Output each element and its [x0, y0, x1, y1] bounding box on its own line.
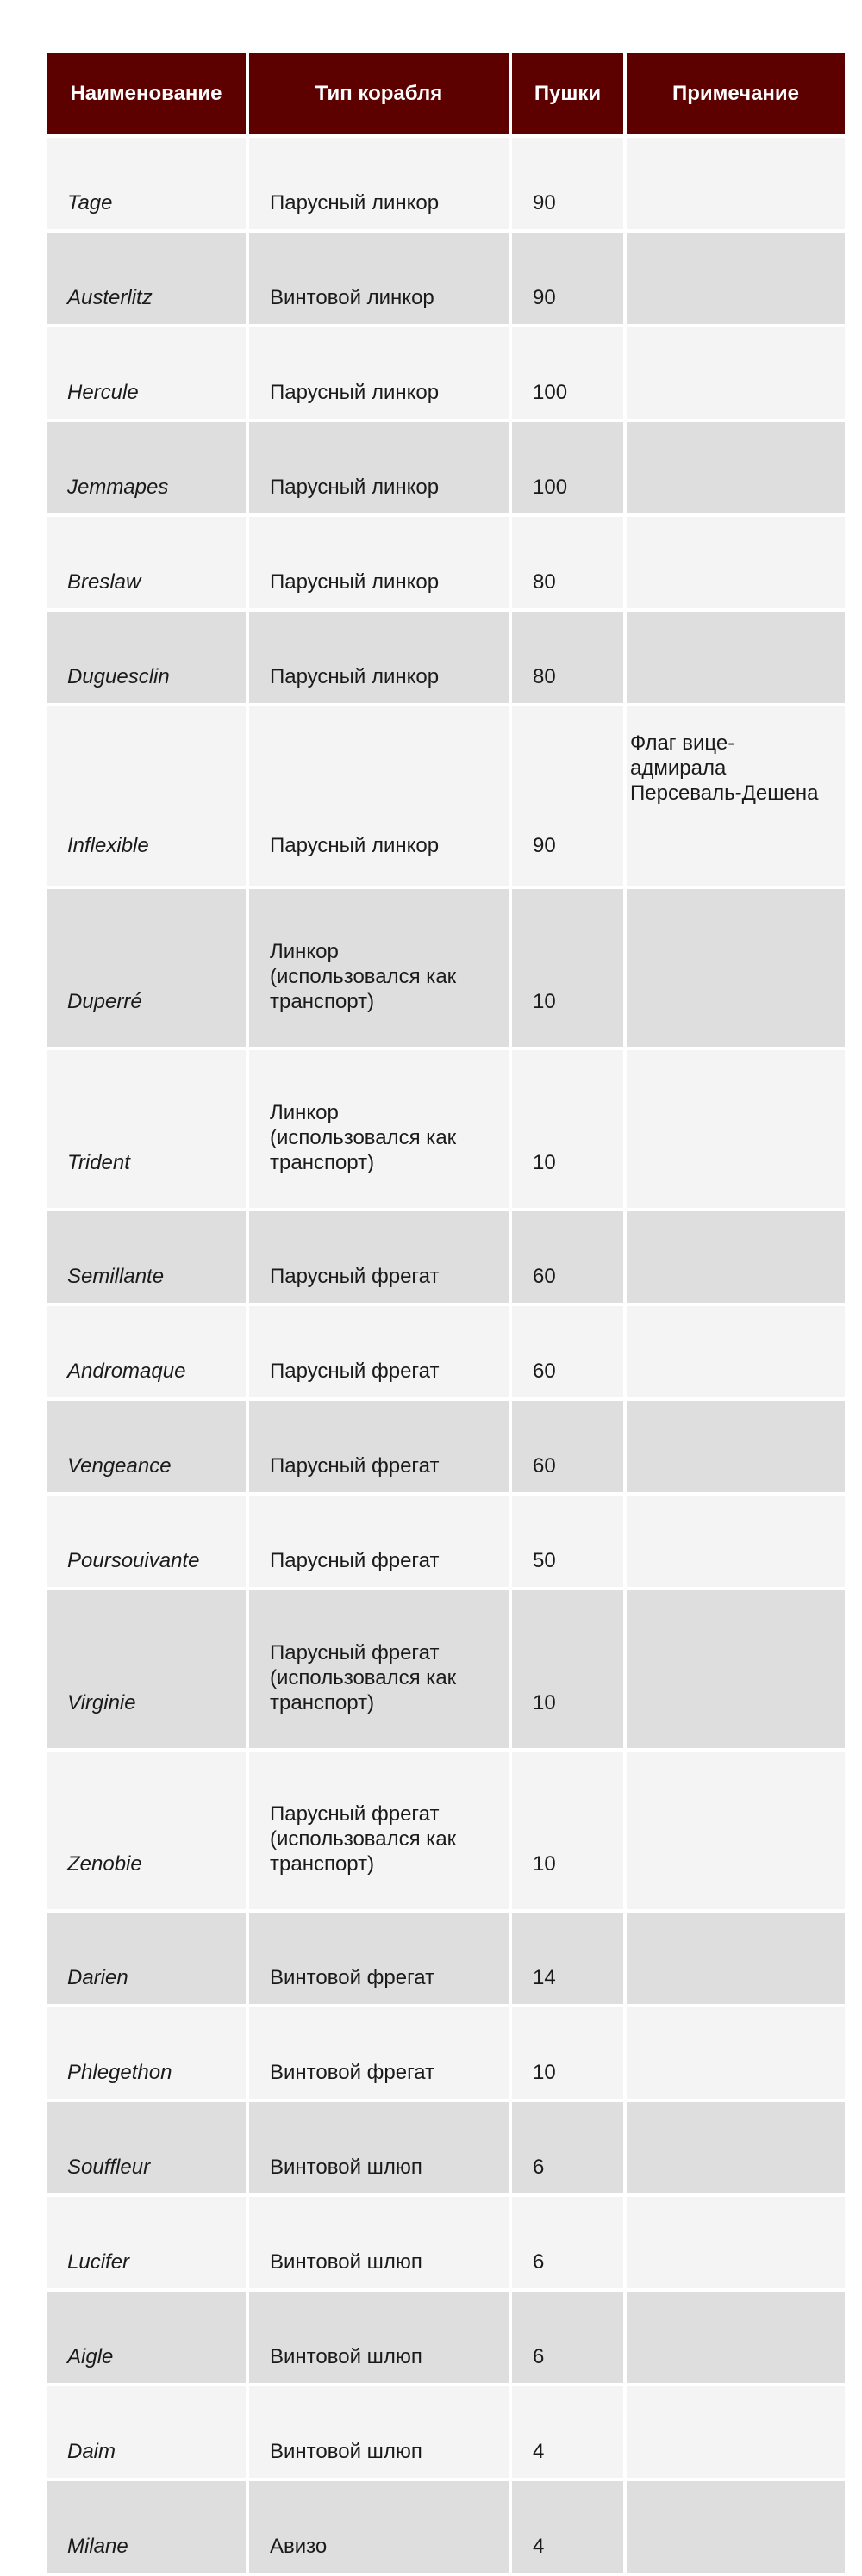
ship-name-cell: Duguesclin — [47, 612, 246, 703]
guns-cell: 10 — [512, 1050, 623, 1208]
ship-type-cell: Парусный фрегат — [249, 1401, 509, 1492]
ship-type-cell: Винтовой шлюп — [249, 2386, 509, 2478]
note-cell — [627, 889, 845, 1047]
ship-type-cell: Винтовой линкор — [249, 233, 509, 324]
ship-name-cell: Darien — [47, 1913, 246, 2004]
column-header-ship-type: Тип корабля — [249, 53, 509, 134]
note-cell — [627, 2007, 845, 2099]
ship-name-cell: Aigle — [47, 2292, 246, 2383]
table-row — [47, 2197, 845, 2288]
table-row — [47, 1211, 845, 1303]
ship-type-cell: Винтовой шлюп — [249, 2292, 509, 2383]
table-row — [47, 1752, 845, 1909]
ship-type-cell: Линкор (использовался как транспорт) — [249, 889, 509, 1047]
note-cell — [627, 612, 845, 703]
table-row — [47, 2007, 845, 2099]
note-cell — [627, 138, 845, 229]
ship-name-cell: Phlegethon — [47, 2007, 246, 2099]
ship-name-cell: Vengeance — [47, 1401, 246, 1492]
ship-name-cell: Lucifer — [47, 2197, 246, 2288]
ship-name-cell: Inflexible — [47, 706, 246, 886]
table-row — [47, 1306, 845, 1397]
table-row — [47, 2292, 845, 2383]
ship-name-cell: Zenobie — [47, 1752, 246, 1909]
guns-cell: 60 — [512, 1211, 623, 1303]
note-cell — [627, 2197, 845, 2288]
table-row — [47, 327, 845, 419]
guns-cell: 10 — [512, 1752, 623, 1909]
ship-name-cell: Tage — [47, 138, 246, 229]
guns-cell: 90 — [512, 138, 623, 229]
note-cell — [627, 1913, 845, 2004]
ship-type-cell: Парусный линкор — [249, 612, 509, 703]
guns-cell: 10 — [512, 1590, 623, 1748]
table-row — [47, 889, 845, 1047]
guns-cell: 60 — [512, 1401, 623, 1492]
note-cell — [627, 1050, 845, 1208]
guns-cell: 4 — [512, 2386, 623, 2478]
note-cell — [627, 2386, 845, 2478]
guns-cell: 10 — [512, 889, 623, 1047]
ship-type-cell: Парусный линкор — [249, 138, 509, 229]
guns-cell: 50 — [512, 1496, 623, 1587]
table-row — [47, 1496, 845, 1587]
guns-cell: 90 — [512, 706, 623, 886]
table-row — [47, 1050, 845, 1208]
note-cell — [627, 327, 845, 419]
note-cell — [627, 517, 845, 608]
ships-table-container — [43, 50, 845, 2576]
ship-name-cell: Semillante — [47, 1211, 246, 1303]
ship-type-cell: Парусный фрегат — [249, 1496, 509, 1587]
ships-table — [43, 50, 848, 2576]
ship-name-cell: Jemmapes — [47, 422, 246, 513]
guns-cell: 10 — [512, 2007, 623, 2099]
ship-type-cell: Парусный линкор — [249, 327, 509, 419]
header-row — [47, 53, 845, 134]
note-cell — [627, 2292, 845, 2383]
ship-type-cell: Авизо — [249, 2481, 509, 2573]
guns-cell: 100 — [512, 422, 623, 513]
ship-name-cell: Souffleur — [47, 2102, 246, 2193]
table-row — [47, 706, 845, 886]
ship-type-cell: Парусный фрегат (использовался как транспорт) — [249, 1752, 509, 1909]
ship-type-cell: Винтовой фрегат — [249, 1913, 509, 2004]
ship-name-cell: Andromaque — [47, 1306, 246, 1397]
ship-name-cell: Hercule — [47, 327, 246, 419]
column-header-guns: Пушки — [512, 53, 623, 134]
ship-type-cell: Парусный фрегат (использовался как транспорт) — [249, 1590, 509, 1748]
note-cell — [627, 1496, 845, 1587]
note-cell — [627, 422, 845, 513]
ship-name-cell: Duperré — [47, 889, 246, 1047]
ship-type-cell: Винтовой шлюп — [249, 2102, 509, 2193]
guns-cell: 80 — [512, 612, 623, 703]
ship-name-cell: Trident — [47, 1050, 246, 1208]
note-cell — [627, 2102, 845, 2193]
ship-type-cell: Винтовой шлюп — [249, 2197, 509, 2288]
guns-cell: 6 — [512, 2292, 623, 2383]
ship-name-cell: Breslaw — [47, 517, 246, 608]
column-header-name: Наименование — [47, 53, 246, 134]
note-cell — [627, 1401, 845, 1492]
guns-cell: 100 — [512, 327, 623, 419]
table-row — [47, 517, 845, 608]
table-header — [47, 53, 845, 134]
guns-cell: 4 — [512, 2481, 623, 2573]
ship-type-cell: Парусный линкор — [249, 517, 509, 608]
ship-name-cell: Daim — [47, 2386, 246, 2478]
guns-cell: 80 — [512, 517, 623, 608]
guns-cell: 6 — [512, 2102, 623, 2193]
guns-cell: 6 — [512, 2197, 623, 2288]
table-row — [47, 1590, 845, 1748]
table-row — [47, 422, 845, 513]
column-header-note: Примечание — [627, 53, 845, 134]
table-row — [47, 2386, 845, 2478]
table-row — [47, 233, 845, 324]
note-cell — [627, 1211, 845, 1303]
ship-type-cell: Парусный фрегат — [249, 1306, 509, 1397]
table-body — [47, 138, 845, 2573]
note-cell — [627, 1306, 845, 1397]
table-row — [47, 138, 845, 229]
table-row — [47, 1401, 845, 1492]
note-cell — [627, 1590, 845, 1748]
ship-type-cell: Парусный линкор — [249, 422, 509, 513]
table-row — [47, 2481, 845, 2573]
note-cell — [627, 233, 845, 324]
note-cell: Флаг вице-адмирала Персеваль-Дешена — [627, 706, 845, 886]
note-cell — [627, 1752, 845, 1909]
guns-cell: 90 — [512, 233, 623, 324]
ship-name-cell: Poursouivante — [47, 1496, 246, 1587]
ship-type-cell: Винтовой фрегат — [249, 2007, 509, 2099]
guns-cell: 60 — [512, 1306, 623, 1397]
ship-type-cell: Линкор (использовался как транспорт) — [249, 1050, 509, 1208]
ship-type-cell: Парусный фрегат — [249, 1211, 509, 1303]
table-row — [47, 612, 845, 703]
ship-name-cell: Milane — [47, 2481, 246, 2573]
ship-type-cell: Парусный линкор — [249, 706, 509, 886]
table-row — [47, 2102, 845, 2193]
note-cell — [627, 2481, 845, 2573]
guns-cell: 14 — [512, 1913, 623, 2004]
ship-name-cell: Austerlitz — [47, 233, 246, 324]
table-row — [47, 1913, 845, 2004]
ship-name-cell: Virginie — [47, 1590, 246, 1748]
